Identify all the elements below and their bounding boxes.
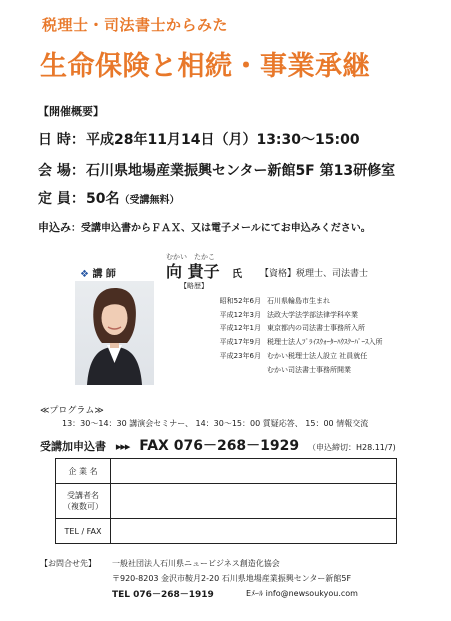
company-name-field[interactable] (111, 459, 397, 484)
list-item: 平成23年6月 むかい税理士法人設立 社員就任 (219, 351, 368, 360)
form-header (40, 435, 396, 455)
lecturer-photo (75, 281, 154, 385)
diamond-bullet-icon: ❖ (80, 269, 89, 280)
venue-row (38, 160, 395, 180)
contact-email: Eﾒｰﾙ info@newsoukyou.com (246, 589, 358, 598)
lecturer-role-label: 講 師 (92, 269, 116, 280)
capacity-value: 50名 (86, 191, 120, 207)
table-row (56, 459, 397, 484)
lecturer-portrait-image (75, 281, 154, 385)
program-detail: 13：30～14：30 講演会セミナー、 14：30～15：00 質疑応答、 15：00 情報交流 (62, 419, 369, 428)
date-value: 平成28年11月14日（月）13:30～15:00 (86, 132, 360, 148)
lecturer-qualification (260, 266, 368, 279)
application-form-table (55, 458, 397, 544)
apply-value: ：受講申込書からＦＡＸ、又は電子メールにてお申込みください。 (71, 223, 371, 234)
history-label: 【略歴】 (180, 282, 208, 290)
flyer-title: 生命保険と相続・事業承継 (40, 51, 370, 82)
form-deadline: （申込締切：H28.11/7) (307, 443, 396, 452)
contact-address: 〒920-8203 金沢市鞍月2-20 石川県地場産業振興センター新館5F (112, 574, 352, 583)
qualification-value: 税理士、司法書士 (296, 269, 369, 279)
form-label: 受講加申込書 (40, 440, 106, 453)
table-row (56, 484, 397, 519)
venue-label: 会 場： (38, 163, 85, 179)
list-item: むかい司法書士事務所開業 (267, 365, 351, 374)
form-label-tel-fax: TEL / FAX (56, 519, 111, 544)
program-heading: ≪プログラム≫ (40, 406, 104, 416)
form-fax-number: FAX 076－268－1929 (139, 438, 300, 454)
history-list (208, 295, 383, 377)
capacity-note: （受講無料） (119, 195, 180, 206)
lecturer-honorific: 氏 (232, 269, 242, 280)
table-row (56, 519, 397, 544)
form-label-attendees: 受講者名 （複数可） (56, 484, 111, 519)
list-item: 平成12年1月 東京都内の司法書士事務所入所 (219, 324, 365, 333)
contact-tel: TEL 076－268－1919 (112, 590, 214, 600)
contact-org: 一般社団法人石川県ニュービジネス創造化協会 (112, 559, 280, 568)
list-item: 平成17年9月 税理士法人ﾌﾟﾗｲｽｳｫｰﾀｰﾊｳｽｸｰﾊﾟｰｽ入所 (219, 338, 383, 347)
lecturer-name-ruby: むかい たかこ (166, 253, 215, 261)
venue-value: 石川県地場産業振興センター新館5F 第13研修室 (86, 163, 396, 179)
capacity-row (38, 188, 179, 208)
apply-row (38, 219, 371, 235)
apply-label: 申込み (38, 221, 71, 234)
list-item: 昭和52年6月 石川県輪島市生まれ (219, 297, 330, 305)
lecturer-name: 向 貴子 (166, 262, 220, 281)
contact-label: 【お問合せ先】 (40, 559, 96, 568)
form-label-company: 企 業 名 (56, 459, 111, 484)
capacity-label: 定 員： (38, 191, 85, 207)
tel-fax-field[interactable] (111, 519, 397, 544)
qualification-label: 【資格】 (260, 269, 297, 279)
lecturer-role (80, 265, 116, 280)
triple-arrow-icon: ▸▸▸ (115, 440, 130, 453)
flyer-subtitle: 税理士・司法書士からみた (42, 16, 229, 34)
attendee-names-field[interactable] (111, 484, 397, 519)
overview-heading: 【開催概要】 (38, 105, 104, 118)
date-row (38, 129, 360, 149)
date-label: 日 時： (38, 132, 85, 148)
list-item: 平成12年3月 法政大学法学部法律学科卒業 (219, 310, 358, 319)
